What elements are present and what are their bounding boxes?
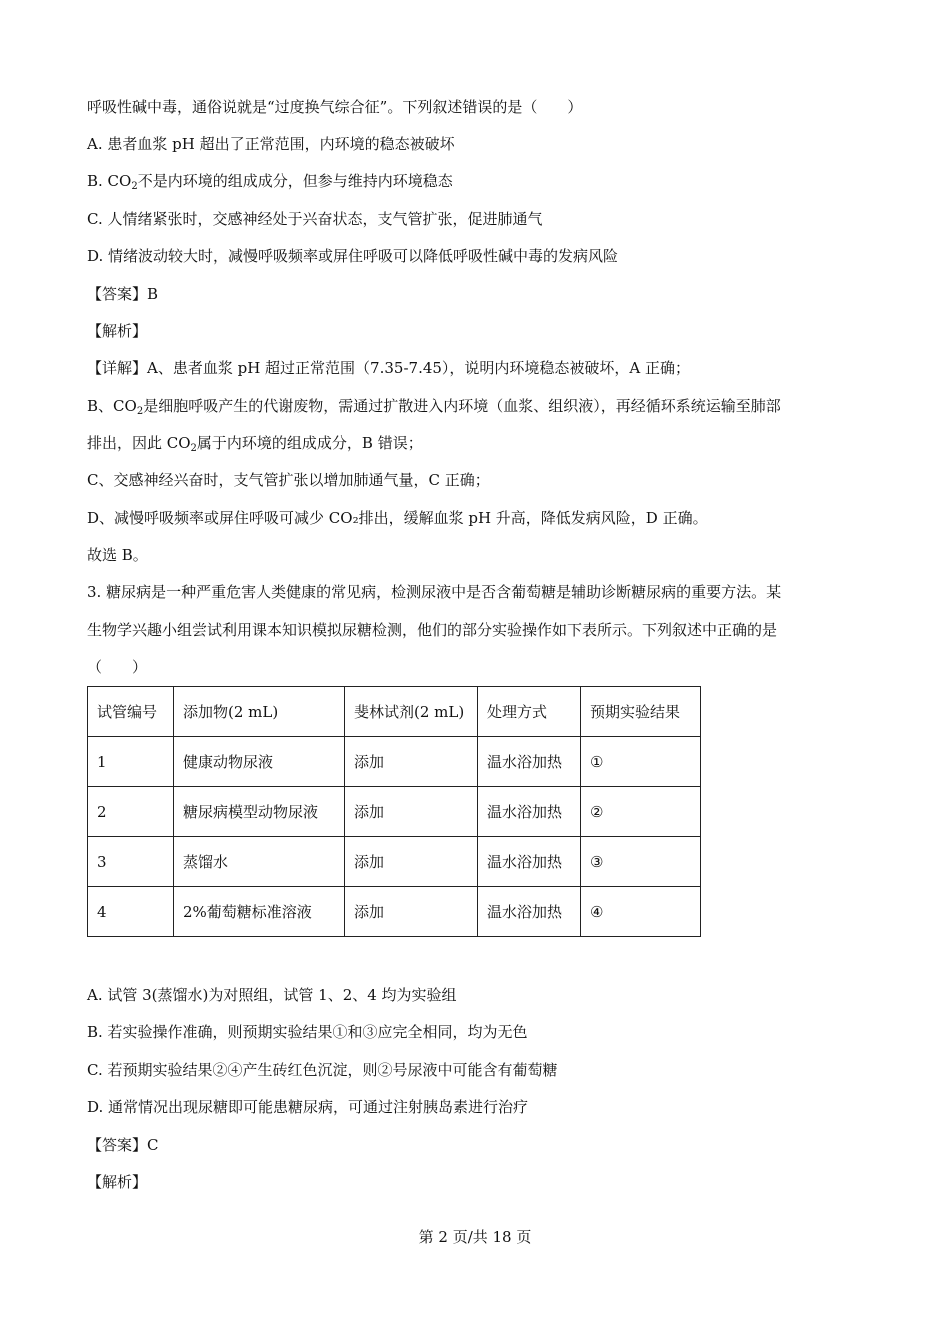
q2-detail-line-4: C、交感神经兴奋时，支气管扩张以增加肺通气量，C 正确； [87, 471, 490, 489]
cell-tube-number: 2 [88, 787, 174, 837]
q3-stem-line-3: （ ） [87, 658, 148, 676]
cell-treatment: 温水浴加热 [478, 737, 581, 787]
cell-treatment: 温水浴加热 [478, 837, 581, 887]
q3-option-c: C. 若预期实验结果②④产生砖红色沉淀，则②号尿液中可能含有葡萄糖 [87, 1061, 558, 1079]
table-row [88, 737, 701, 787]
q3-option-a: A. 试管 3(蒸馏水)为对照组，试管 1、2、4 均为实验组 [87, 986, 457, 1004]
header-additive: 添加物(2 mL) [174, 687, 345, 737]
cell-additive: 2%葡萄糖标准溶液 [174, 887, 345, 937]
cell-expected-result: ① [581, 737, 701, 787]
q3-option-d: D. 通常情况出现尿糖即可能患糖尿病，可通过注射胰岛素进行治疗 [87, 1098, 529, 1116]
q2-detail-line-6: 故选 B。 [87, 546, 148, 564]
cell-fehling-reagent: 添加 [345, 837, 478, 887]
cell-fehling-reagent: 添加 [345, 787, 478, 837]
header-expected-result: 预期实验结果 [581, 687, 701, 737]
q3-stem-line-1: 3. 糖尿病是一种严重危害人类健康的常见病，检测尿液中是否含葡萄糖是辅助诊断糖尿病的重要方法。某 [87, 583, 782, 601]
q2-detail-line-1: 【详解】A、患者血浆 pH 超过正常范围（7.35-7.45），说明内环境稳态被破坏，A 正确； [87, 359, 691, 377]
q2-option-c: C. 人情绪紧张时，交感神经处于兴奋状态，支气管扩张，促进肺通气 [87, 210, 543, 228]
cell-tube-number: 3 [88, 837, 174, 887]
table-row [88, 837, 701, 887]
page-footer: 第 2 页/共 18 页 [418, 1228, 532, 1246]
q2-option-a: A. 患者血浆 pH 超出了正常范围，内环境的稳态被破坏 [87, 135, 455, 153]
cell-fehling-reagent: 添加 [345, 737, 478, 787]
q2-detail-line-5: D、减慢呼吸频率或屏住呼吸可减少 CO₂排出，缓解血浆 pH 升高，降低发病风险，D 正确。 [87, 509, 708, 527]
cell-fehling-reagent: 添加 [345, 887, 478, 937]
q2-answer: 【答案】B [87, 285, 159, 303]
q2-detail-line-2: B、$CO_2$是细胞呼吸产生的代谢废物，需通过扩散进入内环境（血浆、组织液），再经循环系统运输至肺部 [87, 397, 781, 417]
cell-treatment: 温水浴加热 [478, 787, 581, 837]
q2-option-d: D. 情绪波动较大时，减慢呼吸频率或屏住呼吸可以降低呼吸性碱中毒的发病风险 [87, 247, 619, 265]
cell-expected-result: ④ [581, 887, 701, 937]
cell-expected-result: ② [581, 787, 701, 837]
q2-detail-line-3: 排出，因此 $CO_2$属于内环境的组成成分，B 错误； [87, 434, 423, 454]
cell-treatment: 温水浴加热 [478, 887, 581, 937]
experiment-table [87, 686, 701, 937]
cell-tube-number: 1 [88, 737, 174, 787]
header-fehling-reagent: 斐林试剂(2 mL) [345, 687, 478, 737]
header-tube-number: 试管编号 [88, 687, 174, 737]
q2-stem-tail: 呼吸性碱中毒，通俗说就是“过度换气综合征”。下列叙述错误的是（ ） [87, 98, 583, 116]
q3-answer: 【答案】C [87, 1136, 159, 1154]
q3-option-b: B. 若实验操作准确，则预期实验结果①和③应完全相同，均为无色 [87, 1023, 528, 1041]
q3-analysis-label: 【解析】 [87, 1173, 148, 1191]
header-treatment: 处理方式 [478, 687, 581, 737]
q2-option-b: B. $CO_2$不是内环境的组成成分，但参与维持内环境稳态 [87, 172, 453, 192]
table-header-row [88, 687, 701, 737]
table-row [88, 787, 701, 837]
q2-analysis-label: 【解析】 [87, 322, 148, 340]
cell-additive: 健康动物尿液 [174, 737, 345, 787]
cell-additive: 糖尿病模型动物尿液 [174, 787, 345, 837]
cell-additive: 蒸馏水 [174, 837, 345, 887]
cell-expected-result: ③ [581, 837, 701, 887]
cell-tube-number: 4 [88, 887, 174, 937]
table-row [88, 887, 701, 937]
q3-stem-line-2: 生物学兴趣小组尝试利用课本知识模拟尿糖检测，他们的部分实验操作如下表所示。下列叙述中正确的是 [87, 621, 778, 639]
